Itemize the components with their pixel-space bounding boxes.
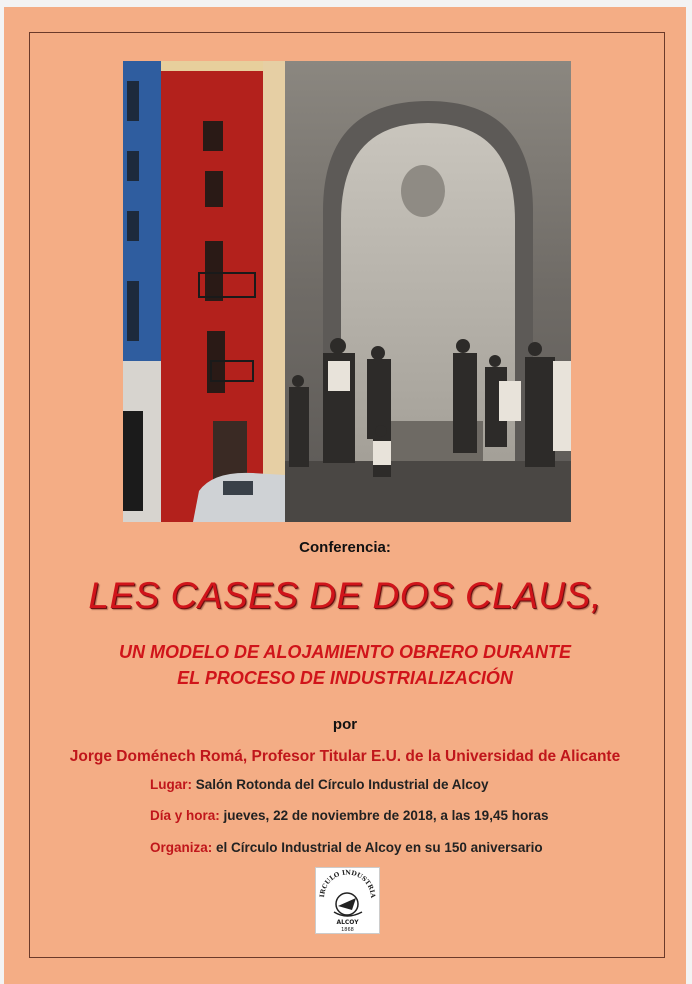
detail-label: Lugar: <box>150 777 192 792</box>
detail-label: Día y hora: <box>150 808 220 823</box>
poster-subtitle <box>4 639 686 691</box>
subtitle-line-1: UN MODELO DE ALOJAMIENTO OBRERO DURANTE <box>118 642 571 662</box>
detail-datetime <box>150 808 548 823</box>
svg-text:CIRCULO INDUSTRIAL: IRCULO INDUSTRIA <box>318 869 377 899</box>
detail-organizer <box>150 840 543 855</box>
conference-label: Conferencia: <box>299 539 391 556</box>
poster-title: LES CASES DE DOS CLAUS, <box>88 575 602 616</box>
poster-photo <box>123 61 571 522</box>
detail-value: el Círculo Industrial de Alcoy en su 150 aniversario <box>212 840 543 855</box>
author-line: Jorge Doménech Romá, Profesor Titular E.U. de la Universidad de Alicante <box>69 748 621 765</box>
street-photo <box>123 61 285 522</box>
detail-value: jueves, 22 de noviembre de 2018, a las 19,45 horas <box>219 808 549 823</box>
logo-emblem-icon <box>316 868 379 933</box>
by-label: por <box>332 716 358 733</box>
circulo-industrial-logo <box>315 867 380 934</box>
poster-page <box>4 7 686 984</box>
historic-fountain-photo <box>285 61 571 522</box>
detail-label: Organiza: <box>150 840 213 855</box>
svg-text:ALCOY: ALCOY <box>336 919 359 926</box>
detail-venue <box>150 777 489 792</box>
subtitle-line-2: EL PROCESO DE INDUSTRIALIZACIÓN <box>177 668 513 688</box>
detail-value: Salón Rotonda del Círculo Industrial de Alcoy <box>192 777 489 792</box>
svg-text:1868: 1868 <box>341 927 354 933</box>
photo-collage <box>123 61 571 522</box>
